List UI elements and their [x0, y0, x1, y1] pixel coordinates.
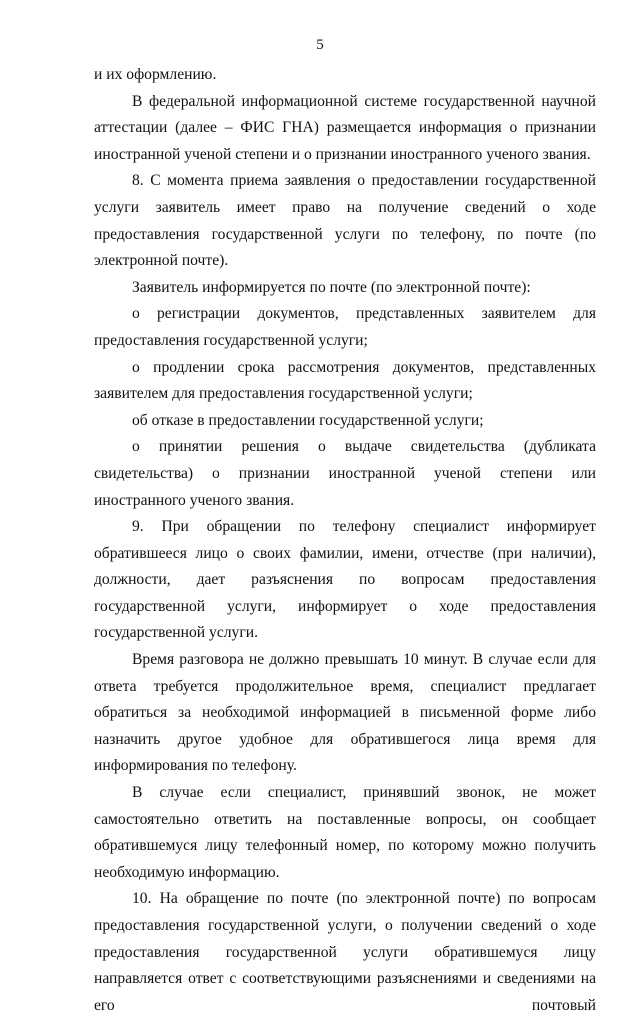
list-item-registration: о регистрации документов, представленных заявителем для предоставления государственной услуги;: [94, 305, 596, 349]
paragraph-item-8: 8. С момента приема заявления о предоставлении государственной услуги заявитель имеет право на получение сведений о ходе предоставления государственной услуги по телефону, по почте (по электронной почте).: [94, 172, 596, 270]
list-item-extension: о продлении срока рассмотрения документов, представленных заявителем для предоставления государственной услуги;: [94, 358, 596, 403]
paragraph-item-10: 10. На обращение по почте (по электронной почте) по вопросам предоставления государственной услуги, о получении сведений о ходе предоставления государственной услуги обратившемуся лицу направляется ответ с соответствующими разъяснениями и сведениями на его почтовый: [94, 890, 596, 1014]
paragraph-specialist-cannot-answer: В случае если специалист, принявший звонок, не может самостоятельно ответить на поставленные вопросы, он сообщает обратившемуся лицу телефонный номер, по которому можно получить необходимую информацию.: [94, 784, 596, 881]
document-body: [94, 62, 596, 1019]
paragraph-call-duration: Время разговора не должно превышать 10 минут. В случае если для ответа требуется продолжительное время, специалист предлагает обратиться за необходимой информацией в письменной форме либо назначить другое удобное для обратившегося лица время для информирования по телефону.: [94, 651, 596, 775]
paragraph-applicant-informed: Заявитель информируется по почте (по электронной почте):: [132, 278, 531, 296]
list-item-refusal: об отказе в предоставлении государственной услуги;: [132, 411, 484, 429]
paragraph-item-9: 9. При обращении по телефону специалист информирует обратившееся лицо о своих фамилии, имени, отчестве (при наличии), должности, дает разъяснения по вопросам предоставления государственной услуги, информирует о ходе предоставления государственной услуги.: [94, 518, 596, 642]
paragraph-continuation: и их оформлению.: [94, 66, 217, 83]
paragraph-fis-gna: В федеральной информационной системе государственной научной аттестации (далее – ФИС ГНА) размещается информация о признании иностранной ученой степени и о признании иностранного ученого звания.: [94, 92, 596, 163]
list-item-decision: о принятии решения о выдаче свидетельства (дубликата свидетельства) о признании иностранной ученой степени или иностранного ученого звания.: [94, 438, 596, 509]
page-number: 5: [316, 37, 324, 53]
